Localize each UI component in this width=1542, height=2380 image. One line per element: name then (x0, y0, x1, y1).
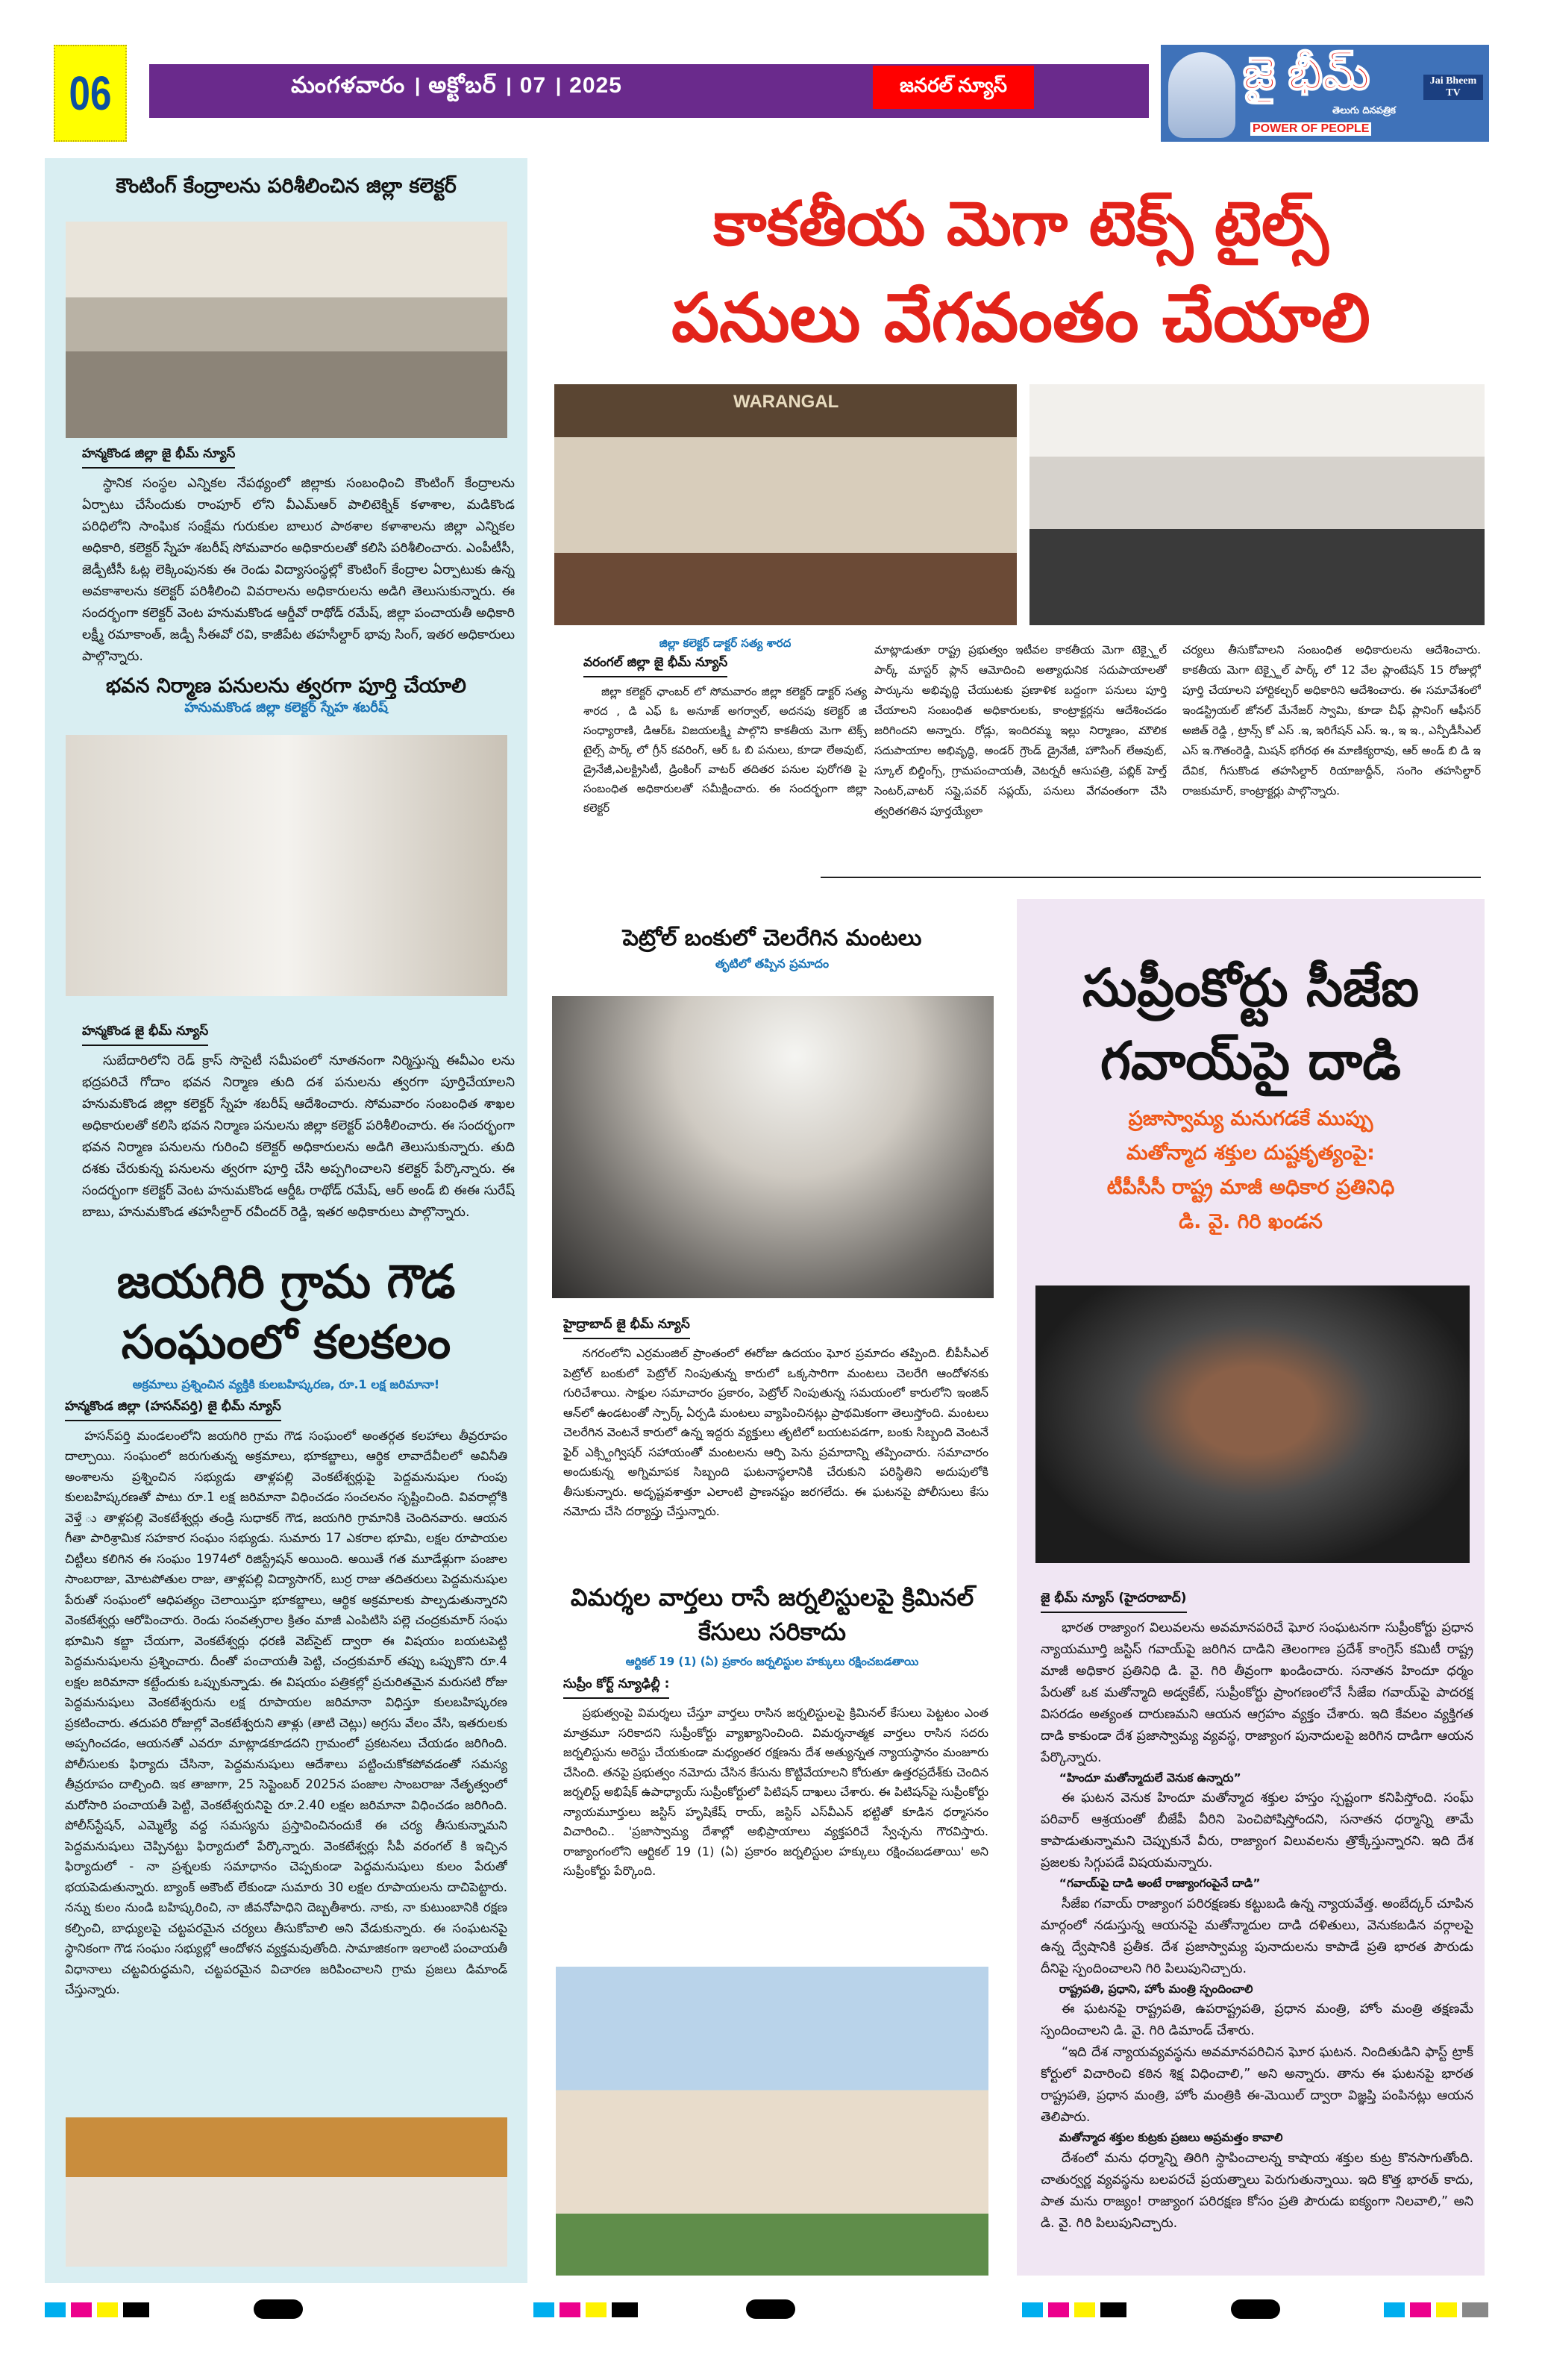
photo-supreme-court (556, 1967, 988, 2276)
section-tag: జనరల్ న్యూస్ (873, 66, 1034, 109)
lead-headline-line1: కాకతీయ మెగా టెక్స్ టైల్స్ (713, 189, 1329, 260)
article-body: “ఇది దేశ న్యాయవ్యవస్థను అవమానపరిచిన ఘోర ఘటన. నిందితుడిని ఫాస్ట్ ట్రాక్ కోర్టులో విచారించి కఠిన శిక్ష విధించాలి,” అని అన్నారు. తాను ఈ ఘటనపై భారత రాష్ట్రపతి, ప్రధాన మంత్రి, హోం మంత్రికి ఈ-మెయిల్ ద్వారా విజ్ఞప్తి పంపినట్లు ఆయన తెలిపారు. (1041, 2045, 1473, 2125)
divider (821, 877, 1481, 878)
subheading: రాష్ట్రపతి, ప్రధాని, హోం మంత్రి స్పందించాలి (1059, 1982, 1253, 1996)
article-subhead: తృటిలో తప్పిన ప్రమాదం (715, 956, 830, 971)
deck-line: డి. వై. గిరి ఖండన (1179, 1209, 1323, 1233)
dateline: వరంగల్ జిల్లా జై భీమ్ న్యూస్ (583, 655, 727, 677)
article-1-head (52, 173, 520, 219)
logo-tv: Jai Bheem TV (1423, 75, 1483, 100)
article-subhead: అక్రమాలు ప్రశ్నించిన వ్యక్తికి కులబహిష్కరణ, రూ.1 లక్ష జరిమానా! (132, 1377, 440, 1392)
article-body: నగరంలోని ఎర్రమంజిల్ ప్రాంతంలో ఈరోజు ఉదయం ఘోర ప్రమాదం తప్పింది. బీపీసీఎల్ పెట్రోల్ బంకులో పెట్రోల్ నింపుతున్న కారులో ఒక్కసారిగా మంటలు చెలరేగి ఆందోళనకు గురిచేశాయి. సాక్షుల సమాచారం ప్రకారం, పెట్రోల్ నింపుతున్న సమయంలో కారులోని ఇంజిన్ ఆన్‌లో ఉండటంతో స్పార్క్ ఏర్పడి మంటలు వ్యాపించినట్లు ప్రాథమికంగా తెలుస్తోంది. మంటలు చెలరేగిన వెంటనే కారులో ఉన్న ఇద్దరు వ్యక్తులు తృటిలో బయటపడగా, బంకు సిబ్బంది వెంటనే ఫైర్ ఎక్స్టింగ్విషర్ సహాయంతో మంటలను ఆర్పి పెను ప్రమాదాన్ని తప్పించారు. సమాచారం అందుకున్న అగ్నిమాపక సిబ్బంది ఘటనాస్థలానికి చేరుకుని పరిస్థితిని అదుపులోకి తీసుకున్నారు. అదృష్టవశాత్తూ ఎలాంటి ప్రాణనష్టం జరగలేదు. ఈ ఘటనపై పోలీసులు కేసు నమోదు చేసి దర్యాప్తు చేస్తున్నారు. (563, 1346, 988, 1518)
deck-line: మతోన్మాద శక్తుల దుష్టకృత్యంపై: (1126, 1141, 1375, 1165)
cji-headline-line2: గవాయ్‌పై దాడి (1100, 1030, 1401, 1092)
article-body: సీజేఐ గవాయ్ రాజ్యాంగ పరిరక్షణకు కట్టుబడి ఉన్న న్యాయవేత్త. అంబేద్కర్ చూపిన మార్గంలో నడుస్తున్న ఆయనపై మతోన్మాదుల దాడి దళితులు, వెనుకబడిన వర్గాలపై ఉన్న ద్వేషానికి ప్రతీక. దేశ ప్రజాస్వామ్య పునాదులను కాపాడే ప్రతి భారత పౌరుడు దీనిపై స్పందించాలని గిరి పిలుపునిచ్చారు. (1041, 1896, 1473, 1976)
subheading: “గవాయ్‌పై దాడి అంటే రాజ్యాంగంపైనే దాడి” (1059, 1876, 1261, 1890)
article-subhead: హనుమకొండ జిల్లా కలెక్టర్ స్నేహ శబరీష్ (184, 700, 388, 716)
photo-sign-text: WARANGAL (733, 392, 839, 412)
lead-headline-line2: పనులు వేగవంతం చేయాలి (671, 279, 1370, 358)
dateline: హైద్రాబాద్ జై భీమ్ న్యూస్ (563, 1317, 690, 1339)
photo-collector-chamber (554, 384, 1017, 625)
masthead-logo (1161, 45, 1489, 142)
cji-deck (1017, 1102, 1485, 1239)
issue-date: మంగళవారం । అక్టోబర్ । 07 । 2025 (291, 73, 622, 98)
article-1 (82, 446, 515, 670)
photo-caption: జిల్లా కలెక్టర్ డాక్టర్ సత్య శారద (659, 636, 792, 650)
photo-dy-giri (1035, 1285, 1470, 1563)
petrol-head (550, 903, 994, 992)
article-headline: విమర్శల వార్తలు రాసే జర్నలిస్టులపై క్రిమినల్ కేసులు సరికాదు (570, 1583, 974, 1647)
deck-line: ప్రజాస్వామ్య మనుగడకే ముప్పు (1128, 1106, 1373, 1130)
article-headline: భవన నిర్మాణ పనులను త్వరగా పూర్తి చేయాలి (106, 674, 466, 698)
article-body-col2: మాట్లాడుతూ రాష్ట్ర ప్రభుత్వం ఇటీవల కాకతీయ మెగా టెక్స్టైల్ పార్క్ మాస్టర్ ప్లాన్ ఆమోదించి అత్యాధునిక సదుపాయాలతో పార్కును అభివృద్ధి చేయుటకు ప్రణాళిక బద్దంగా పనులు పూర్తి చేయాలని సంబంధిత అధికారులకు, కాంట్రాక్టర్లను ఆదేశించడం జరిగిందని అన్నారు. రోడ్లు, ఇందిరమ్మ ఇల్లు నిర్మాణం, మౌలిక సదుపాయాల అభివృద్ధి, అండర్ గ్రౌండ్ డ్రైనేజీ, హౌసింగ్ లేఅవుట్, స్కూల్ బిల్డింగ్స్, గ్రామపంచాయతీ, వెటర్నరీ ఆసుపత్రి, పబ్లిక్ హెల్త్ సెంటర్,వాటర్ సప్లై,పవర్ సప్లయ్, పనులు వేగవంతంగా చేసి త్వరితగతిన పూర్తయ్యేలా (874, 643, 1167, 818)
article-3 (52, 1252, 520, 2110)
article-body: దేశంలో మను ధర్మాన్ని తిరిగి స్థాపించాలన్న కాషాయ శక్తుల కుట్ర కొనసాగుతోంది. చాతుర్వర్ణ వ్యవస్థను బలపరచే ప్రయత్నాలు పెరుగుతున్నాయి. ఇది కొత్త భారత్ కాదు, పాత మను రాజ్యం! రాజ్యాంగ పరిరక్షణ కోసం ప్రతి పౌరుడు ఐక్యంగా నిలవాలి,” అని డి. వై. గిరి పిలుపునిచ్చారు. (1041, 2150, 1473, 2231)
cji-article (1041, 1589, 1473, 2272)
subheading: “హిందూ మతోన్మాదులే వెనుక ఉన్నారు” (1059, 1770, 1241, 1785)
subheading: మతోన్మాద శక్తుల కుట్రకు ప్రజలు అప్రమత్తం కావాలి (1059, 2131, 1283, 2144)
ambedkar-portrait-icon (1168, 52, 1235, 138)
deck-line: టీపీసీసీ రాష్ట్ర మాజీ అధికార ప్రతినిధి (1106, 1175, 1395, 1199)
dateline: జై భీమ్ న్యూస్ (హైదరాబాద్) (1041, 1589, 1187, 1613)
cji-headline-line1: సుప్రీంకోర్టు సీజేఐ (1082, 956, 1420, 1018)
photo-review-meeting (1029, 384, 1485, 625)
article-headline: కౌంటింగ్ కేంద్రాలను పరిశీలించిన జిల్లా కలెక్టర్ (116, 175, 457, 198)
photo-collector-counting (66, 222, 507, 438)
lead-headline (550, 166, 1492, 381)
article-subhead: ఆర్టికల్ 19 (1) (ఏ) ప్రకారం జర్నలిస్టుల హక్కులు రక్షించబడతాయి (625, 1654, 919, 1668)
article-body: సుబేదారిలోని రెడ్ క్రాస్ సొసైటీ సమీపంలో నూతనంగా నిర్మిస్తున్న ఈవీఎం లను భద్రపరిచే గోదాం భవన నిర్మాణ తుది దశ పనులను త్వరగా పూర్తిచేయాలని హనుమకొండ జిల్లా కలెక్టర్ స్నేహ శబరీష్ ఆదేశించారు. సోమవారం సంబంధిత శాఖల అధికారులతో కలిసి భవన నిర్మాణ పనులను జిల్లా కలెక్టర్ పరిశీలించారు. ఈ సందర్భంగా భవన నిర్మాణ పనులను గురించి కలెక్టర్ అధికారులను అడిగి తెలుసుకున్నారు. తుది దశకు చేరుకున్న పనులను త్వరగా పూర్తి చేసి అప్పగించాలని కలెక్టర్ పేర్కొన్నారు. ఈ సందర్భంగా కలెక్టర్ వెంట హనుమకొండ ఆర్డీఓ రాథోడ్ రమేష్, ఆర్ అండ్ బి ఈఈ సురేష్ బాబు, హనుమకొండ తహసీల్దార్ రవీందర్ రెడ్డి, ఇతర అధికారులు పాల్గొన్నారు. (82, 1053, 515, 1220)
article-2 (82, 1024, 515, 1247)
article-body: భారత రాజ్యాంగ విలువలను అవమానపరిచే ఘోర సంఘటనగా సుప్రీంకోర్టు ప్రధాన న్యాయమూర్తి జస్టిస్ గవాయ్‌పై జరిగిన దాడిని తెలంగాణ ప్రదేశ్ కాంగ్రెస్ కమిటీ రాష్ట్ర మాజీ అధికార ప్రతినిధి డి. వై. గిరి తీవ్రంగా ఖండించారు. సనాతన హిందూ ధర్మం పేరుతో ఒక మతోన్మాది అడ్వకేట్, సుప్రీంకోర్టు ప్రాంగణంలోనే సీజేఐ గవాయ్‌పై పాదరక్ష విసరడం అత్యంత దారుణమని ఆయన ఆగ్రహం వ్యక్తం చేశారు. ఇది కేవలం వ్యక్తిగత దాడి కాకుండా దేశ ప్రజాస్వామ్య వ్యవస్థ, రాజ్యాంగ పునాదులపై జరిగిన దాడిగా ఆయన పేర్కొన్నారు. (1041, 1620, 1473, 1765)
dateline: హన్మకొండ జిల్లా (హసన్‌పర్తి) జై భీమ్ న్యూస్ (65, 1399, 281, 1421)
article-body: ప్రభుత్వంపై విమర్శలు చేస్తూ వార్తలు రాసిన జర్నలిస్టులపై క్రిమినల్ కేసులు పెట్టటం ఎంత మాత్రమూ సరికాదని సుప్రీంకోర్టు వ్యాఖ్యానించింది. విమర్శనాత్మక వార్తలు రాసిన సదరు జర్నలిస్టును అరెస్టు చేయకుండా మధ్యంతర రక్షణను దేశ అత్యున్నత న్యాయస్థానం మంజూరు చేసింది. తనపై ప్రభుత్వం నమోదు చేసిన కేసును కొట్టివేయాలని కోరుతూ ఉత్తరప్రదేశ్‌కు చెందిన జర్నలిస్ట్ అభిషేక్ ఉపాధ్యాయ్ సుప్రీంకోర్టులో పిటిషన్ దాఖలు చేశారు. ఈ పిటిషన్‌పై సుప్రీంకోర్టు న్యాయమూర్తులు జస్టిస్ హృషికేష్ రాయ్, జస్టిస్ ఎస్‌వీఎన్ భట్టితో కూడిన ధర్మాసనం విచారించి.. 'ప్రజాస్వామ్య దేశాల్లో అభిప్రాయాలు వ్యక్తపరిచే స్వేచ్ఛను గౌరవిస్తారు. రాజ్యాంగంలోని ఆర్టికల్ 19 (1) (ఏ) ప్రకారం జర్నలిస్టుల హక్కులు రక్షించబడతాయి' అని సుప్రీంకోర్టు పేర్కొంది. (563, 1706, 988, 1879)
journalists-article (550, 1580, 994, 1962)
dateline: సుప్రీం కోర్ట్ న్యూఢిల్లీ : (563, 1676, 669, 1699)
article-headline: జయగిరి గ్రామ గౌడ సంఘంలో కలకలం (116, 1254, 456, 1369)
article-body-col3: చర్యలు తీసుకోవాలని సంబంధిత అధికారులను ఆదేశించారు. కాకతీయ మెగా టెక్స్టైల్ పార్క్ లో 12 వేల ప్లాంటేషన్ 15 రోజుల్లో పూర్తి చేయాలని హార్టికల్చర్ అధికారిని ఆదేశించారు. ఈ సమావేశంలో ఇండస్ట్రియల్ జోనల్ మేనేజర్ స్వామి, కూడా చీఫ్ ప్లానింగ్ ఆఫీసర్ అజిత్ రెడ్డి , ట్రాన్స్ కో ఎస్ .ఇ, ఇరిగేషన్ ఎస్. ఇ., ఇ ఇ., ఎన్పీడీసీఎల్ ఎస్ ఇ.గౌతంరెడ్డి, మిషన్ భగీరథ ఈ మాణిక్యరావు, ఆర్ అండ్ బి డి ఇ దేవిక, గీసుకొండ తహసిల్దార్ రియాజుద్దీన్, సంగెం తహసిల్దార్ రాజకుమార్, కాంట్రాక్టర్లు పాల్గొన్నారు. (1182, 643, 1481, 798)
page-number: 06 (54, 45, 127, 142)
lead-col1 (583, 636, 867, 867)
logo-title: జై భీమ్ (1243, 48, 1370, 98)
photo-car-fire (552, 996, 994, 1298)
article-body: ఈ ఘటన వెనుక హిందూ మతోన్మాద శక్తుల హస్తం స్పష్టంగా కనిపిస్తోంది. సంఘ్ పరివార్ ఆశ్రయంతో బీజేపీ వీరిని పెంచిపోషిస్తోందని, సనాతన ధర్మాన్ని తామే కాపాడుతున్నామని చెప్పుకునే వీరు, రాజ్యాంగ విలువలను త్రొక్కేస్తున్నారని. ఇది దేశ ప్రజలకు సిగ్గుపడే విషయమన్నారు. (1041, 1791, 1473, 1870)
article-body: ఈ ఘటనపై రాష్ట్రపతి, ఉపరాష్ట్రపతి, ప్రధాన మంత్రి, హోం మంత్రి తక్షణమే స్పందించాలని డి. వై. గిరి డిమాండ్ చేశారు. (1041, 2002, 1473, 2038)
dateline: హన్మకొండ జిల్లా జై భీమ్ న్యూస్ (82, 446, 235, 469)
petrol-article (563, 1317, 988, 1574)
article-body: స్థానిక సంస్థల ఎన్నికల నేపథ్యంలో జిల్లాకు సంబంధించి కౌంటింగ్ కేంద్రాలను ఏర్పాటు చేసేందుకు రాంపూర్ లోని వీఎమ్ఆర్ పాలిటెక్నిక్ కళాశాల, మడికొండ పరిధిలోని సాంఘిక సంక్షేమ గురుకుల బాలుర పాఠశాల కళాశాలను జిల్లా ఎన్నికల అధికారి, కలెక్టర్ స్నేహ శబరీష్ సోమవారం అధికారులతో కలిసి పరిశీలించారు. ఎంపీటీసీ, జెడ్పీటీసీ ఓట్ల లెక్కింపునకు ఈ రెండు విద్యాసంస్థల్లో కౌంటింగ్ కేంద్రాల ఏర్పాటుకు ఉన్న అవకాశాలను కలెక్టర్ పరిశీలించి వివరాలను అధికారులను అడిగి తెలుసుకున్నారు. ఈ సందర్భంగా కలెక్టర్ వెంట హనుమకొండ ఆర్డీవో రాథోడ్ రమేష్, జిల్లా పంచాయతీ అధికారి లక్ష్మీ రమాకాంత్, జడ్పీ సీఈవో రవి, కాజీపేట తహసీల్దార్ భావు సింగ్, ఇతర అధికారులు పాల్గొన్నారు. (82, 476, 515, 664)
article-headline: పెట్రోల్ బంకులో చెలరేగిన మంటలు (622, 924, 922, 951)
article-body-col1: జిల్లా కలెక్టర్ ఛాంబర్ లో సోమవారం జిల్లా కలెక్టర్ డాక్టర్ సత్య శారద , డి ఎఫ్ ఓ అనూజ్ అగర్వాల్, అదనపు కలెక్టర్ జి సంధ్యారాణి, డిఆర్ఓ విజయలక్ష్మి పాల్గొని కాకతీయ మెగా టెక్స్ టైల్స్ పార్క్ లో గ్రీన్ కవరింగ్, ఆర్ ఓ బి పనులు, కూడా లేఅవుట్, డ్రైనేజీ,ఎలక్ట్రిసిటీ, డ్రింకింగ్ వాటర్ తదితర పనుల పురోగతి పై సంబంధిత అధికారులతో సమీక్షించారు. ఈ సందర్భంగా జిల్లా కలెక్టర్ (583, 685, 867, 815)
photo-gouda-sangham (66, 2117, 507, 2267)
article-body: హసన్‌పర్తి మండలంలోని జయగిరి గ్రామ గౌడ సంఘంలో అంతర్గత కలహాలు తీవ్రరూపం దాల్చాయి. సంఘంలో జరుగుతున్న అక్రమాలు, భూకబ్జాలు, ఆర్థిక లావాదేవీలలో అవినీతి అంశాలను ప్రశ్నించిన సభ్యుడు తాళ్లపల్లి వెంకటేశ్వర్లుపై పెద్దమనుషుల గుంపు కులబహిష్కరణతో పాటు రూ.1 లక్ష జరిమానా విధించడం సంచలనం సృష్టించింది. వివరాల్లోకి వెళ్తే ు తాళ్లపల్లి వెంకటేశ్వర్లు తండ్రి సుధాకర్ గౌడ, జయగిరి గ్రామానికి చెందినవారు. ఆయన గీతా పారిశ్రామిక సహకార సంఘం సభ్యుడు. సుమారు 17 ఎకరాల భూమి, లక్షల రూపాయల చిట్టీలు కలిగిన ఈ సంఘం 1974లో రిజిస్ట్రేషన్ అయింది. అయితే గత మూడేళ్లుగా పంజాల సాంబరాజు, మోటపోతుల రాజు, తాళ్లపల్లి విద్యాసాగర్, బుర్ర రాజు తదితరులు పెద్దమనుషుల పేరుతో సంఘంలో ఆధిపత్యం చెలాయిస్తూ భూకబ్జాలు, ఆర్థిక అక్రమాలకు పాల్పడుతున్నారని వెంకటేశ్వర్లు ఆరోపించారు. రెండు సంవత్సరాల క్రితం మాజీ ఎంపిటిసి పల్లె చంద్రకుమార్ సంఘ భూమిని కబ్జా చేయగా, వెంకటేశ్వర్లు ధరణి వెబ్‌సైట్ ద్వారా ఈ విషయం బయటపెట్టి పెద్దమనుషులను ప్రశ్నించారు. దీంతో పంచాయతీ పెట్టి, చంద్రకుమార్ తప్పు ఒప్పుకొని రూ.4 లక్షల జరిమానా కట్టేందుకు ఒప్పుకున్నాడు. ఈ విషయం పత్రికల్లో ప్రచురితమైన మరుసటి రోజు పెద్దమనుషులు వెంకటేశ్వరును లక్ష రూపాయల జరిమానా విధిస్తూ కులబహిష్కరణ ప్రకటించారు. తదుపరి రోజుల్లో వెంకటేశ్వరుని తాళ్లు (తాటి చెట్లు) అగ్రసు వేలం వేసి, ఇతరులకు అప్పగించడం, ఆయనతో ఎవరూ మాట్లాడకూడదని గ్రామంలో ప్రకటనలు చేయడం జరిగింది. పోలీసులకు ఫిర్యాదు చేసినా, పెద్దమనుషులు ఆదేశాలు పట్టించుకోకపోవడంతో సమస్య తీవ్రరూపం దాల్చింది. ఇక తాజాగా, 25 సెప్టెంబర్ 2025న పంజాల సాంబరాజు నేతృత్వంలో మరోసారి పంచాయతీ పెట్టి, వెంకటేశ్వరునిపై రూ.2.40 లక్షల జరిమానా విధించడం జరిగింది. పోలీస్‌స్టేషన్, ఎమ్మెల్యే వద్ద సమస్యను ప్రస్తావించినందుకే ఈ చర్య తీసుకున్నామని పెద్దమనుషులు చెప్పినట్టు ఫిర్యాదులో పేర్కొన్నారు. వెంకటేశ్వర్లు సీపీ వరంగల్ కి ఇచ్చిన ఫిర్యాదులో - నా ప్రశ్నలకు సమాధానం చెప్పకుండా పెద్దమనుషులు కులం పేరుతో భయపెడుతున్నారు. బ్యాంక్ అకౌంట్ లేకుండా సుమారు 30 లక్షల రూపాయలను దాచిపెట్టారు. నన్ను కులం నుండి బహిష్కరించి, నా జీవనోపాధిని దెబ్బతీశారు. నాకు, నా కుటుంబానికి రక్షణ కల్పించి, బాధ్యులపై చట్టపరమైన చర్యలు తీసుకోవాలి అని వేడుకున్నారు. ఈ సంఘటనపై స్థానికంగా గౌడ సంఘం సభ్యుల్లో ఆందోళన వ్యక్తమవుతోంది. సామాజికంగా ఇలాంటి పంచాయతీ విధానాలు చట్టవిరుద్ధమని, చట్టపరమైన విచారణ జరిపించాలని గ్రామ ప్రజలు డిమాండ్ చేస్తున్నారు. (65, 1428, 507, 1997)
article-2-head (52, 673, 520, 733)
cji-head (1017, 906, 1485, 1283)
logo-subtitle: తెలుగు దినపత్రిక (1332, 105, 1396, 116)
photo-building-inspection (66, 735, 507, 996)
dateline: హన్మకొండ జై భీమ్ న్యూస్ (82, 1024, 208, 1046)
logo-slogan: POWER OF PEOPLE (1250, 122, 1371, 136)
